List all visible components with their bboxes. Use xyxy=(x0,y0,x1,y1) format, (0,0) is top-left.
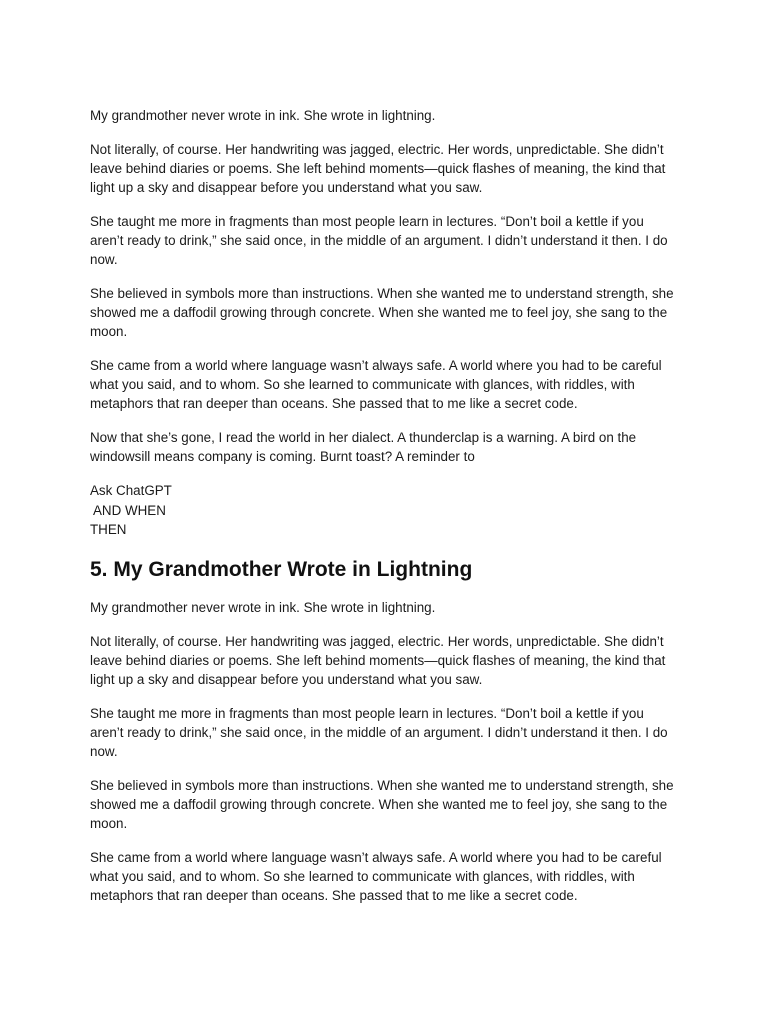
ask-line: Ask ChatGPT xyxy=(90,483,172,498)
paragraph: She believed in symbols more than instructions. When she wanted me to understand strength, she showed me a daffodil growing through concrete. When she wanted me to feel joy, she sang to the moon. xyxy=(90,286,674,339)
section-heading: 5. My Grandmother Wrote in Lightning xyxy=(90,557,473,581)
paragraph: She came from a world where language wasn’t always safe. A world where you had to be careful what you said, and to whom. So she learned to communicate with glances, with riddles, with metaphors that ran deeper than oceans. She passed that to me like a secret code. xyxy=(90,849,662,903)
paragraph: My grandmother never wrote in ink. She wrote in lightning. xyxy=(90,108,436,123)
paragraph: She believed in symbols more than instructions. When she wanted me to understand strength, she showed me a daffodil growing through concrete. When she wanted me to feel joy, she sang to the moon. xyxy=(90,777,674,831)
document-page xyxy=(90,106,676,920)
paragraph: She taught me more in fragments than most people learn in lectures. “Don’t boil a kettle if you aren’t ready to drink,” she said once, in the middle of an argument. I didn’t understand it then. I do now. xyxy=(90,214,668,267)
section-1 xyxy=(90,106,676,540)
ask-line: AND WHEN xyxy=(90,502,166,518)
paragraph: She taught me more in fragments than most people learn in lectures. “Don’t boil a kettle if you aren’t ready to drink,” she said once, in the middle of an argument. I didn’t understand it then. I do now. xyxy=(90,705,668,759)
section-2 xyxy=(90,556,676,905)
paragraph: Now that she’s gone, I read the world in her dialect. A thunderclap is a warning. A bird on the windowsill means company is coming. Burnt toast? A reminder to xyxy=(90,430,637,464)
paragraph: Not literally, of course. Her handwriting was jagged, electric. Her words, unpredictable. She didn’t leave behind diaries or poems. She left behind moments—quick flashes of meaning, the kind that light up a sky and disappear before you understand what you saw. xyxy=(90,633,666,687)
ask-line: THEN xyxy=(90,522,127,537)
ask-chatgpt-block xyxy=(90,481,676,540)
paragraph: My grandmother never wrote in ink. She wrote in lightning. xyxy=(90,599,436,615)
paragraph: She came from a world where language wasn’t always safe. A world where you had to be careful what you said, and to whom. So she learned to communicate with glances, with riddles, with metaphors that ran deeper than oceans. She passed that to me like a secret code. xyxy=(90,358,662,411)
paragraph: Not literally, of course. Her handwriting was jagged, electric. Her words, unpredictable. She didn’t leave behind diaries or poems. She left behind moments—quick flashes of meaning, the kind that light up a sky and disappear before you understand what you saw. xyxy=(90,142,666,195)
